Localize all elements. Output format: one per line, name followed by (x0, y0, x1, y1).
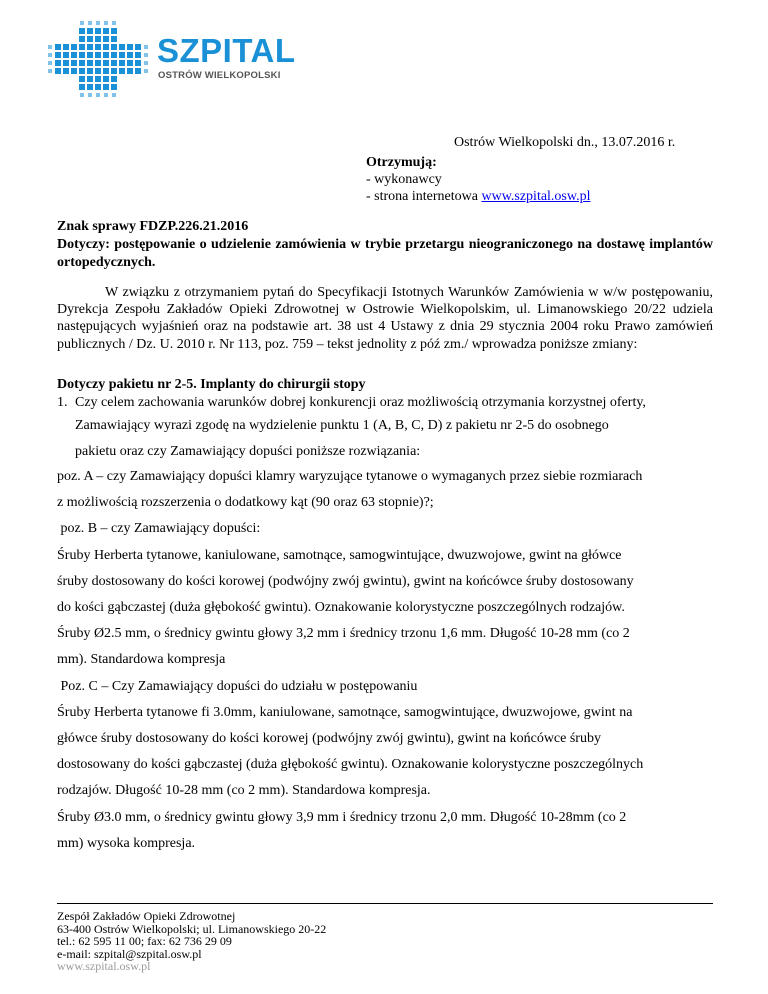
question-line: pakietu oraz czy Zamawiający dopuści poniższe rozwiązania: (75, 444, 421, 459)
cross-dot (135, 44, 141, 50)
cross-dot (87, 68, 93, 74)
cross-dot (111, 84, 117, 90)
detail-line: mm). Standardowa kompresja (57, 652, 226, 668)
cross-dot (103, 28, 109, 34)
cross-dot (55, 52, 61, 58)
footer-phone: tel.: 62 595 11 00; fax: 62 736 29 09 (57, 934, 232, 949)
cross-dot (103, 68, 109, 74)
cross-dot (127, 44, 133, 50)
cross-dot (119, 60, 125, 66)
detail-line: Śruby Ø3.0 mm, o średnicy gwintu głowy 3,9 mm i średnicy trzonu 2,0 mm. Długość 10-28mm (co 2 (57, 809, 627, 825)
section-title: Dotyczy pakietu nr 2-5. Implanty do chirurgii stopy (57, 377, 366, 392)
cross-dot (87, 52, 93, 58)
case-number: Znak sprawy FDZP.226.21.2016 (57, 219, 249, 234)
cross-dot (80, 93, 84, 97)
cross-dot (87, 84, 93, 90)
logo-name: SZPITAL (157, 32, 296, 69)
question-line: Czy celem zachowania warunków dobrej konkurencji oraz możliwością otrzymania korzystnej oferty, (75, 395, 646, 410)
cross-dot (96, 21, 100, 25)
recipient-contractors: - wykonawcy (366, 172, 442, 187)
detail-line: z możliwością rozszerzenia o dodatkowy kąt (90 oraz 63 stopnie)?; (57, 495, 434, 511)
intro-text: W związku z otrzymaniem pytań do Specyfikacji Istotnych Warunków Zamówienia w w/w postępowaniu, Dyrekcja Zespołu Zakładów Opieki Zdrowotnej w Ostrowie Wielkopolskim, ul. Limanowskiego 20/22 udziela następujących wyjaśnień oraz na podstawie art. 38 ust 4 Ustawy z dnia 29 stycznia 2004 roku Prawo zamówień publicznych / Dz. U. 2010 r. Nr 113, poz. 759 – tekst jednolity z póź zm./ wprowadza poniższe zmiany: (57, 285, 713, 352)
package-section (57, 376, 713, 857)
cross-dot (87, 36, 93, 42)
cross-dot (95, 36, 101, 42)
cross-dot (48, 53, 52, 57)
cross-dot (104, 93, 108, 97)
cross-dot (95, 44, 101, 50)
cross-dot (104, 21, 108, 25)
detail-line: dostosowany do kości gąbczastej (duża głębokość gwintu). Oznakowanie kolorystyczne poszczególnych (57, 757, 644, 773)
reference-block (57, 218, 713, 272)
detail-line: do kości gąbczastej (duża głębokość gwintu). Oznakowanie kolorystyczne poszczególnych rodzajów. (57, 600, 625, 616)
medical-cross-icon (45, 18, 155, 100)
position-details (57, 464, 713, 857)
cross-dot (127, 52, 133, 58)
recipient-website (366, 188, 590, 205)
cross-dot (79, 76, 85, 82)
cross-dot (119, 52, 125, 58)
detail-line: Śruby Herberta tytanowe fi 3.0mm, kaniulowane, samotnące, samogwintujące, dwuzwojowe, gwint na (57, 704, 633, 720)
question-number: 1. (57, 395, 68, 410)
footer-divider (57, 903, 713, 904)
detail-line: Poz. C – Czy Zamawiający dopuści do udziału w postępowaniu (57, 678, 418, 694)
intro-paragraph (57, 284, 713, 353)
cross-dot (79, 36, 85, 42)
cross-dot (71, 52, 77, 58)
recipient-website-prefix: - strona internetowa (366, 189, 482, 204)
detail-line: Śruby Herberta tytanowe, kaniulowane, samotnące, samogwintujące, dwuzwojowe, gwint na główce (57, 547, 622, 563)
cross-dot (111, 36, 117, 42)
cross-dot (127, 68, 133, 74)
cross-dot (111, 52, 117, 58)
question-item (57, 394, 713, 464)
cross-dot (79, 28, 85, 34)
cross-dot (103, 36, 109, 42)
question-line: Zamawiający wyrazi zgodę na wydzielenie punktu 1 (A, B, C, D) z pakietu nr 2-5 do osobnego (75, 418, 609, 433)
cross-dot (96, 93, 100, 97)
cross-dot (111, 28, 117, 34)
cross-dot (103, 52, 109, 58)
cross-dot (103, 84, 109, 90)
detail-line: Śruby Ø2.5 mm, o średnicy gwintu głowy 3,2 mm i średnicy trzonu 1,6 mm. Długość 10-28 mm (co 2 (57, 626, 630, 642)
cross-dot (63, 68, 69, 74)
cross-dot (71, 68, 77, 74)
cross-dot (103, 60, 109, 66)
cross-dot (95, 60, 101, 66)
cross-dot (95, 68, 101, 74)
cross-dot (79, 60, 85, 66)
detail-line: główce śruby dostosowany do kości korowej (podwójny zwój gwintu), gwint na końcówce śruby (57, 731, 601, 747)
footer (57, 910, 326, 973)
cross-dot (103, 44, 109, 50)
cross-dot (79, 84, 85, 90)
cross-dot (80, 21, 84, 25)
cross-dot (144, 69, 148, 73)
cross-dot (119, 68, 125, 74)
cross-dot (112, 21, 116, 25)
cross-dot (144, 61, 148, 65)
subject-line: Dotyczy: postępowanie o udzielenie zamówienia w trybie przetargu nieograniczonego na dostawę implantów ortopedycznych. (57, 237, 713, 270)
cross-dot (48, 69, 52, 73)
footer-web: www.szpital.osw.pl (57, 959, 151, 974)
cross-dot (88, 93, 92, 97)
cross-dot (95, 52, 101, 58)
cross-dot (135, 52, 141, 58)
cross-dot (63, 44, 69, 50)
date-line: Ostrów Wielkopolski dn., 13.07.2016 r. (454, 135, 676, 150)
cross-dot (112, 93, 116, 97)
cross-dot (144, 53, 148, 57)
cross-dot (55, 44, 61, 50)
cross-dot (48, 61, 52, 65)
cross-dot (103, 76, 109, 82)
cross-dot (111, 44, 117, 50)
footer-address: 63-400 Ostrów Wielkopolski; ul. Limanowskiego 20-22 (57, 921, 327, 936)
cross-dot (95, 76, 101, 82)
hospital-logo (45, 18, 305, 100)
detail-line: mm) wysoka kompresja. (57, 835, 196, 851)
cross-dot (63, 52, 69, 58)
cross-dot (79, 68, 85, 74)
cross-dot (127, 60, 133, 66)
cross-dot (48, 45, 52, 49)
question-text (75, 394, 713, 464)
cross-dot (79, 44, 85, 50)
detail-line: śruby dostosowany do kości korowej (podwójny zwój gwintu), gwint na końcówce śruby dostosowany (57, 573, 634, 589)
cross-dot (55, 60, 61, 66)
cross-dot (135, 60, 141, 66)
footer-email: e-mail: szpital@szpital.osw.pl (57, 946, 202, 961)
cross-dot (87, 44, 93, 50)
cross-dot (87, 60, 93, 66)
cross-dot (79, 52, 85, 58)
cross-dot (111, 68, 117, 74)
cross-dot (119, 44, 125, 50)
cross-dot (87, 28, 93, 34)
recipients-block (366, 154, 590, 205)
detail-line: poz. B – czy Zamawiający dopuści: (57, 521, 261, 537)
cross-dot (55, 68, 61, 74)
footer-org: Zespół Zakładów Opieki Zdrowotnej (57, 909, 236, 923)
cross-dot (71, 44, 77, 50)
cross-dot (87, 76, 93, 82)
detail-line: poz. A – czy Zamawiający dopuści klamry waryzujące tytanowe o wymaganych przez siebie rozmiarach (57, 469, 643, 484)
cross-dot (95, 28, 101, 34)
cross-dot (135, 68, 141, 74)
website-link[interactable]: www.szpital.osw.pl (481, 189, 591, 204)
cross-dot (111, 60, 117, 66)
cross-dot (88, 21, 92, 25)
detail-line: rodzajów. Długość 10-28 mm (co 2 mm). Standardowa kompresja. (57, 783, 431, 799)
logo-city: OSTRÓW WIELKOPOLSKI (158, 70, 281, 81)
cross-dot (144, 45, 148, 49)
cross-dot (63, 60, 69, 66)
cross-dot (95, 84, 101, 90)
recipients-heading: Otrzymują: (366, 155, 437, 170)
cross-dot (71, 60, 77, 66)
cross-dot (111, 76, 117, 82)
